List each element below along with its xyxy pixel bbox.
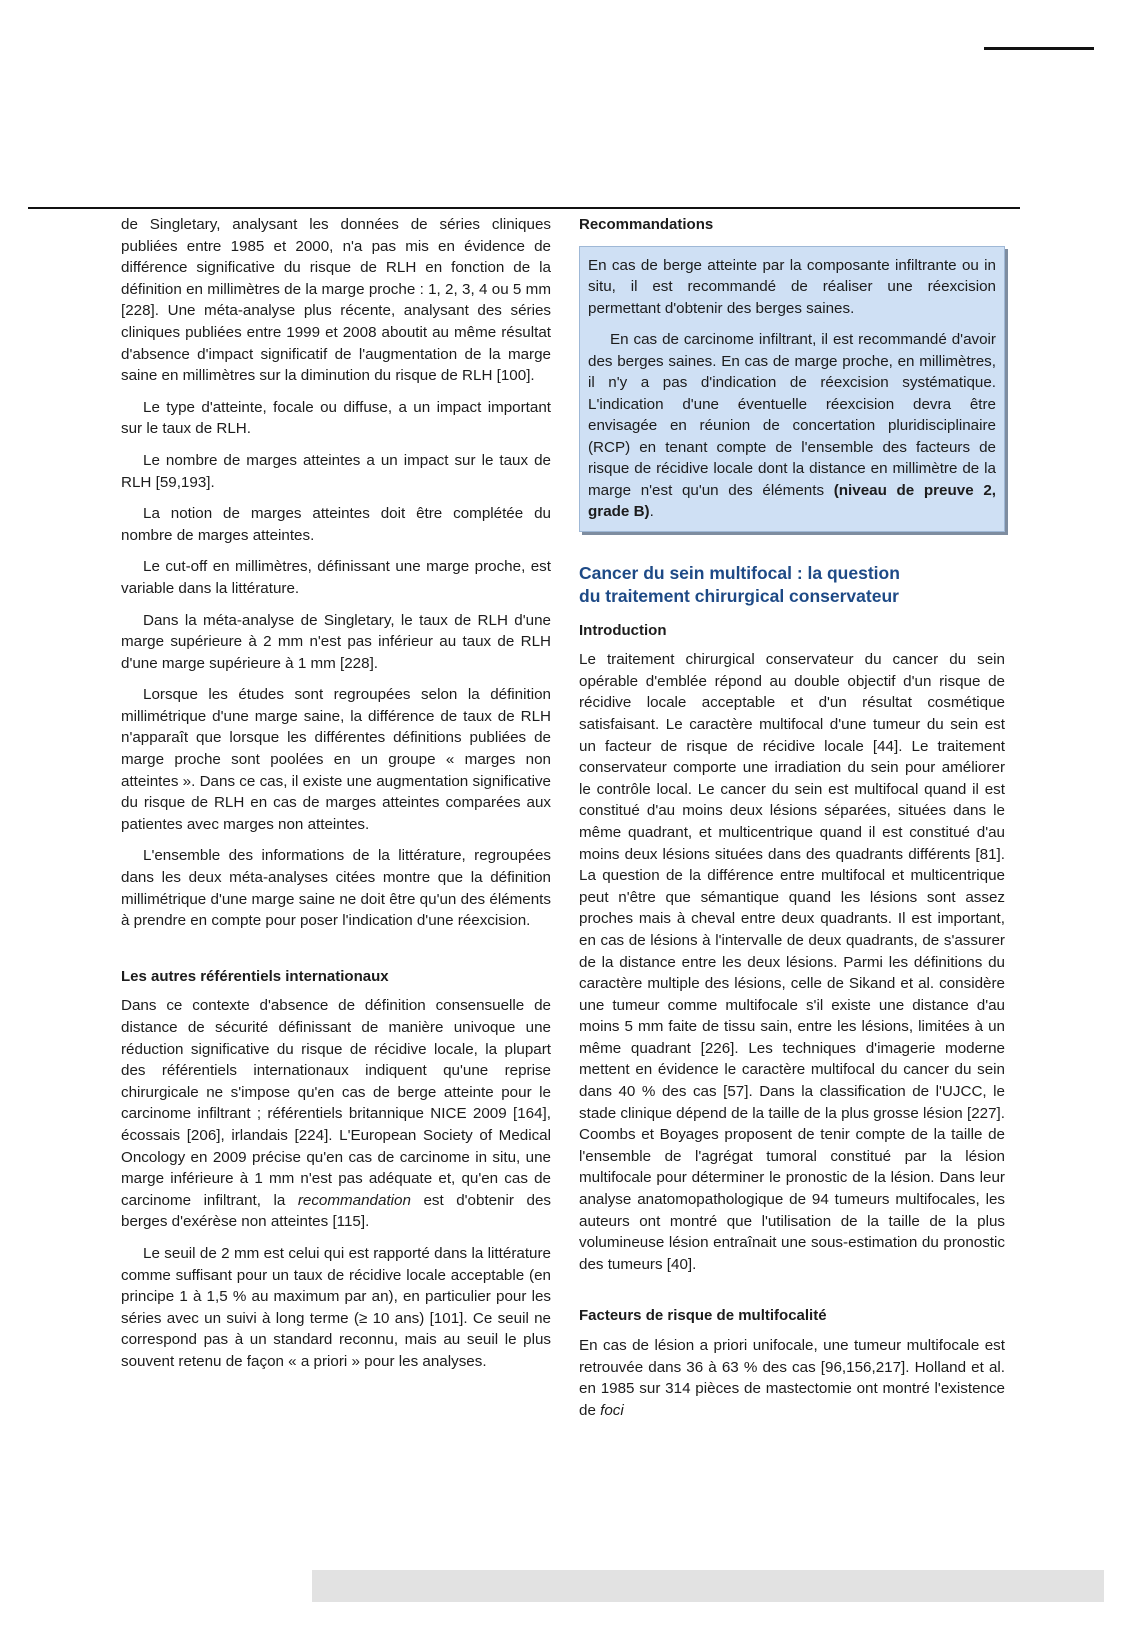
paragraph: En cas de lésion a priori unifocale, une tumeur multifocale est retrouvée dans 36 à 63 % des cas [96,156,217]. Holland et al. en 1985 sur 314 pièces de mastectomie ont montré l'existence de foci bbox=[579, 1337, 1005, 1419]
paragraph: L'ensemble des informations de la littérature, regroupées dans les deux méta-analyses citées montre que la définition millimétrique d'une marge saine ne doit être qu'un des éléments à prendre en compte pour poser l'indication d'une réexcision. bbox=[121, 847, 551, 930]
paragraph: Dans ce contexte d'absence de définition consensuelle de distance de sécurité définissant de manière univoque une réduction significative du risque de récidive locale, la plupart des référentiels internationaux indiquent qu'une reprise chirurgicale ne s'impose qu'en cas de berge atteinte pour le carcinome infiltrant ; référentiels britannique NICE 2009 [164], écossais [206], irlandais [224]. L'European Society of Medical Oncology en 2009 précise qu'en cas de carcinome in situ, une marge inférieure à 1 mm n'est pas adéquate et, qu'en cas de carcinome infiltrant, la recommandation est d'obtenir des berges d'exérèse non atteintes [115]. bbox=[121, 997, 551, 1231]
paragraph: de Singletary, analysant les données de séries cliniques publiées entre 1985 et 2000, n'a pas mis en évidence de différence significative du risque de RLH en fonction de la définition en millimètres de la marge proche : 1, 2, 3, 4 ou 5 mm [228]. Une méta-analyse plus récente, analysant des séries cliniques publiées entre 1999 et 2008 aboutit au même résultat d'absence d'impact significatif de l'augmentation de la marge saine en millimètres sur la diminution du risque de RLH [100]. bbox=[121, 216, 551, 385]
top-right-rule bbox=[984, 47, 1094, 50]
left-column bbox=[121, 214, 551, 1373]
recommendation-text: En cas de carcinome infiltrant, il est recommandé d'avoir des berges saines. En cas de marge proche, en millimètres, il n'y a pas d'indication de réexcision systématique. L'indication d'une éventuelle réexcision devra être envisagée en réunion de concertation pluridisciplinaire (RCP) en tenant compte de l'ensemble des facteurs de risque de récidive locale dont la distance en millimètre de la marge n'est qu'un des éléments (niveau de preuve 2, grade B). bbox=[588, 331, 996, 521]
paragraph: Le type d'atteinte, focale ou diffuse, a un impact important sur le taux de RLH. bbox=[121, 398, 551, 438]
right-column bbox=[579, 214, 1005, 1421]
paragraph: Le cut-off en millimètres, définissant une marge proche, est variable dans la littérature. bbox=[121, 558, 551, 597]
recommendation-text: En cas de berge atteinte par la composante infiltrante ou in situ, il est recommandé de réaliser une réexcision permettant d'obtenir des berges saines. bbox=[588, 256, 996, 317]
section-heading: Les autres référentiels internationaux bbox=[121, 967, 389, 985]
paragraph: La notion de marges atteintes doit être complétée du nombre de marges atteintes. bbox=[121, 505, 551, 544]
paragraph: Lorsque les études sont regroupées selon la définition millimétrique d'une marge saine, la différence de taux de RLH n'apparaît que lorsque les différentes définitions publiées de marge proche sont poolées en un groupe « marges non atteintes ». Dans ce cas, il existe une augmentation significative du risque de RLH en cas de marges atteintes comparées aux patientes avec marges non atteintes. bbox=[121, 686, 551, 833]
section-title-line: Cancer du sein multifocal : la question bbox=[579, 562, 900, 583]
header-rule bbox=[28, 207, 1020, 209]
footer-band bbox=[312, 1570, 1104, 1602]
subsection-heading: Introduction bbox=[579, 621, 667, 639]
paragraph: Dans la méta-analyse de Singletary, le taux de RLH d'une marge supérieure à 2 mm n'est pas inférieur au taux de RLH d'une marge supérieure à 1 mm [228]. bbox=[121, 611, 551, 672]
section-title bbox=[579, 562, 1005, 608]
paragraph: Le nombre de marges atteintes a un impact sur le taux de RLH [59,193]. bbox=[121, 451, 551, 491]
section-heading: Recommandations bbox=[579, 216, 714, 233]
section-title-line: du traitement chirurgical conservateur bbox=[579, 585, 899, 606]
subsection-heading: Facteurs de risque de multifocalité bbox=[579, 1307, 827, 1325]
paragraph: Le seuil de 2 mm est celui qui est rapporté dans la littérature comme suffisant pour un taux de récidive locale acceptable (en principe 1 à 1,5 % au maximum par an), en particulier pour les séries avec un suivi à long terme (≥ 10 ans) [101]. Ce seuil ne correspond pas à un standard reconnu, mais au seuil le plus souvent retenu de façon « a priori » pour les analyses. bbox=[121, 1244, 551, 1370]
recommendations-box bbox=[579, 246, 1005, 532]
paragraph: Le traitement chirurgical conservateur du cancer du sein opérable d'emblée répond au double objectif d'un risque de récidive locale acceptable et d'un résultat cosmétique satisfaisant. Le caractère multifocal d'une tumeur du sein est un facteur de risque de récidive locale [44]. Le traitement conservateur comporte une irradiation du sein pour améliorer le contrôle local. Le cancer du sein est multifocal quand il est constitué d'au moins deux lésions séparées, situées dans le même quadrant, et multicentrique quand il est constitué d'au moins deux lésions situées dans des quadrants différents [81]. La question de la différence entre multifocal et multicentrique peut n'être que sémantique quand les lésions sont assez proches mais à cheval entre deux quadrants. Il est important, en cas de lésions à l'intervalle de deux quadrants, de s'assurer de la distance entre les deux lésions. Parmi les définitions du caractère multiple des lésions, celle de Sikand et al. considère une tumeur comme multifocale s'il existe une distance d'au moins 5 mm faite de tissu sain, entre les lésions, limitées à un même quadrant [226]. Les techniques d'imagerie moderne mettent en évidence le caractère multifocal du cancer du sein dans 40 % des cas [57]. Dans la classification de l'UJCC, le stade clinique dépend de la taille de la plus grosse lésion [227]. Coombs et Boyages proposent de tenir compte de la taille de l'ensemble de l'agrégat tumoral constitué par la lésion multifocale pour déterminer le pronostic de la lésion. Dans leur analyse anatomopathologique de 94 tumeurs multifocales, les auteurs ont montré que l'utilisation de la taille de la plus volumineuse lésion entraînait une sous-estimation du pronostic des tumeurs [40]. bbox=[579, 651, 1005, 1273]
